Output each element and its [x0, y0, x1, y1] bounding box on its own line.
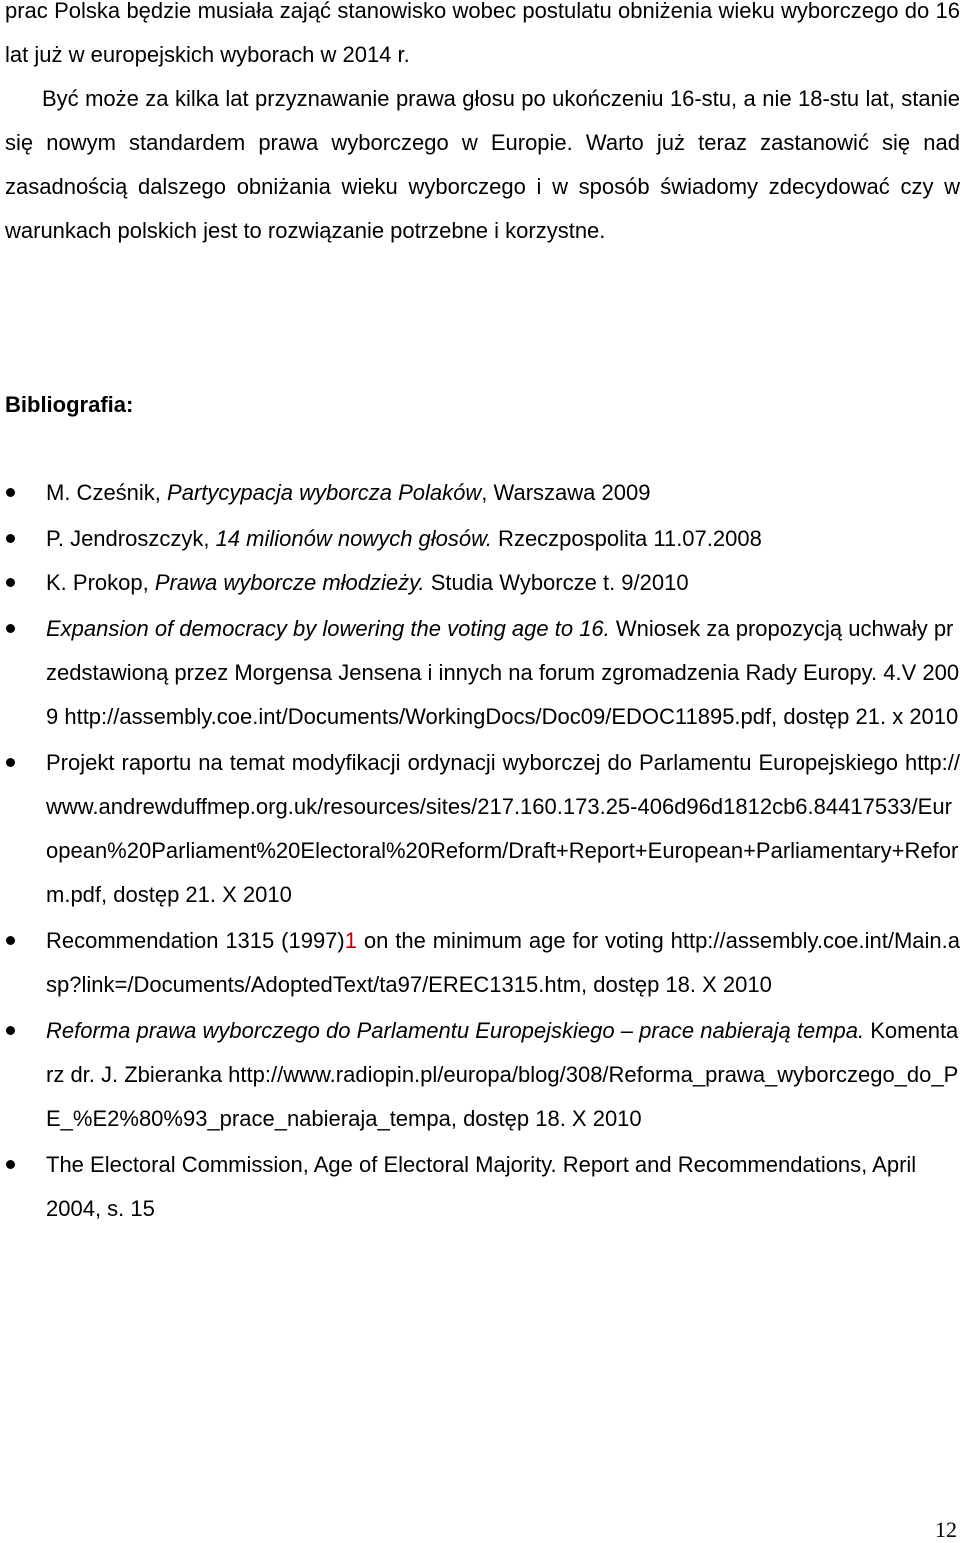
bibliography-item: Recommendation 1315 (1997)1 on the minimum age for voting http://assembly.coe.int/Main.asp?link=/Documents/AdoptedText/ta97/EREC1315.htm, dostęp 18. X 2010 [0, 919, 960, 1007]
bibliography-item: P. Jendroszczyk, 14 milionów nowych głosów. Rzeczpospolita 11.07.2008 [0, 517, 960, 561]
bibliography-heading: Bibliografia: [5, 392, 134, 417]
bullet-icon [6, 936, 15, 945]
bullet-icon [6, 534, 15, 543]
bibliography-item: Reforma prawa wyborczego do Parlamentu Europejskiego – prace nabierają tempa. Komentarz dr. J. Zbieranka http://www.radiopin.pl/europa/blog/308/Reforma_prawa_wyborczego_do_PE_%E2%80%93_prace_nabieraja_tempa, dostęp 18. X 2010 [0, 1009, 960, 1141]
bibliography-item: M. Cześnik, Partycypacja wyborcza Polaków, Warszawa 2009 [0, 471, 960, 515]
bullet-icon [6, 1160, 15, 1169]
paragraph-continuation: prac Polska będzie musiała zająć stanowisko wobec postulatu obniżenia wieku wyborczego do 16 lat już w europejskich wyborach w 2014 r. [5, 0, 960, 67]
page-number: 12 [935, 1517, 957, 1542]
bibliography-list [0, 471, 960, 1231]
bibliography-item: Expansion of democracy by lowering the voting age to 16. Wniosek za propozycją uchwały przedstawioną przez Morgensa Jensena i innych na forum zgromadzenia Rady Europy. 4.V 2009 http://assembly.coe.int/Documents/WorkingDocs/Doc09/EDOC11895.pdf, dostęp 21. x 2010 [0, 607, 960, 739]
bibliography-item: Projekt raportu na temat modyfikacji ordynacji wyborczej do Parlamentu Europejskiego http://www.andrewduffmep.org.uk/resources/sites/217.160.173.25-406d96d1812cb6.84417533/European%20Parliament%20Electoral%20Reform/Draft+Report+European+Parliamentary+Reform.pdf, dostęp 21. X 2010 [0, 741, 960, 917]
bullet-icon [6, 624, 15, 633]
bibliography-item: The Electoral Commission, Age of Electoral Majority. Report and Recommendations, April 2004, s. 15 [0, 1143, 960, 1231]
bullet-icon [6, 1026, 15, 1035]
paragraph-conclusion: Być może za kilka lat przyznawanie prawa głosu po ukończeniu 16-stu, a nie 18-stu lat, stanie się nowym standardem prawa wyborczego w Europie. Warto już teraz zastanowić się nad zasadnością dalszego obniżania wieku wyborczego i w sposób świadomy zdecydować czy w warunkach polskich jest to rozwiązanie potrzebne i korzystne. [5, 86, 960, 243]
bullet-icon [6, 758, 15, 767]
bullet-icon [6, 578, 15, 587]
bibliography-item: K. Prokop, Prawa wyborcze młodzieży. Studia Wyborcze t. 9/2010 [0, 561, 960, 605]
bullet-icon [6, 488, 15, 497]
